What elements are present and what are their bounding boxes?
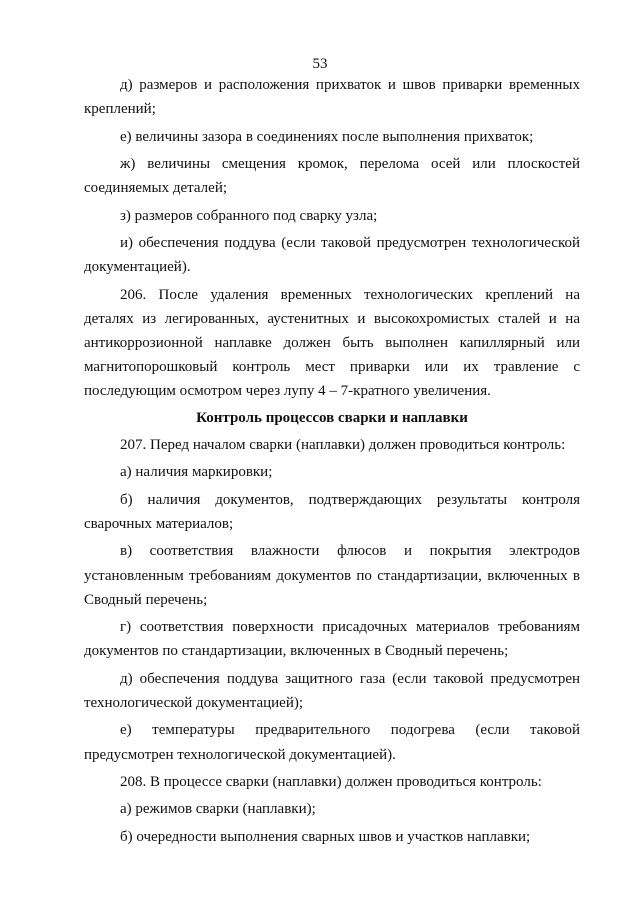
paragraph-item-d-welds: д) размеров и расположения прихваток и швов приварки временных креплений; (84, 77, 580, 118)
paragraph-item-a-modes: а) режимов сварки (наплавки); (120, 801, 316, 818)
paragraph-item-e-gap: е) величины зазора в соединениях после выполнения прихваток; (120, 128, 534, 145)
paragraph-item-b-sequence: б) очередности выполнения сварных швов и участков наплавки; (120, 828, 531, 845)
paragraph-item-d-gas-purge: д) обеспечения поддува защитного газа (если таковой предусмотрен технологической документацией); (84, 670, 580, 711)
page-body (84, 73, 580, 849)
paragraph-item-zh-offset: ж) величины смещения кромок, перелома осей или плоскостей соединяемых деталей; (84, 155, 580, 197)
paragraph-206: 206. После удаления временных технологических креплений на деталях из легированных, аустенитных и высокохромистых сталей и на антикоррозионной наплавке должен быть выполнен капиллярный или магнитопорошковый контроль мест приварки или их травление с последующим осмотром через лупу 4 – 7-кратного увеличения. (84, 286, 580, 400)
paragraph-item-b-documents: б) наличия документов, подтверждающих результаты контроля сварочных материалов; (84, 491, 580, 532)
paragraph-item-i-purge: и) обеспечения поддува (если таковой предусмотрен технологической документацией). (84, 234, 580, 276)
paragraph-item-e-preheat: е) температуры предварительного подогрева (если таковой предусмотрен технологической документацией). (84, 722, 580, 763)
paragraph-208: 208. В процессе сварки (наплавки) должен проводиться контроль: (120, 773, 542, 790)
paragraph-item-g-surface: г) соответствия поверхности присадочных материалов требованиям документов по стандартизации, включенных в Сводный перечень; (84, 619, 580, 660)
section-heading: Контроль процессов сварки и наплавки (196, 409, 468, 426)
paragraph-item-a-marking: а) наличия маркировки; (120, 464, 273, 481)
paragraph-item-v-humidity: в) соответствия влажности флюсов и покрытия электродов установленным требованиям документов по стандартизации, включенных в Сводный перечень; (84, 543, 580, 608)
page-number: 53 (312, 56, 328, 72)
paragraph-item-z-assembly: з) размеров собранного под сварку узла; (120, 207, 378, 224)
paragraph-207: 207. Перед началом сварки (наплавки) должен проводиться контроль: (120, 436, 566, 453)
